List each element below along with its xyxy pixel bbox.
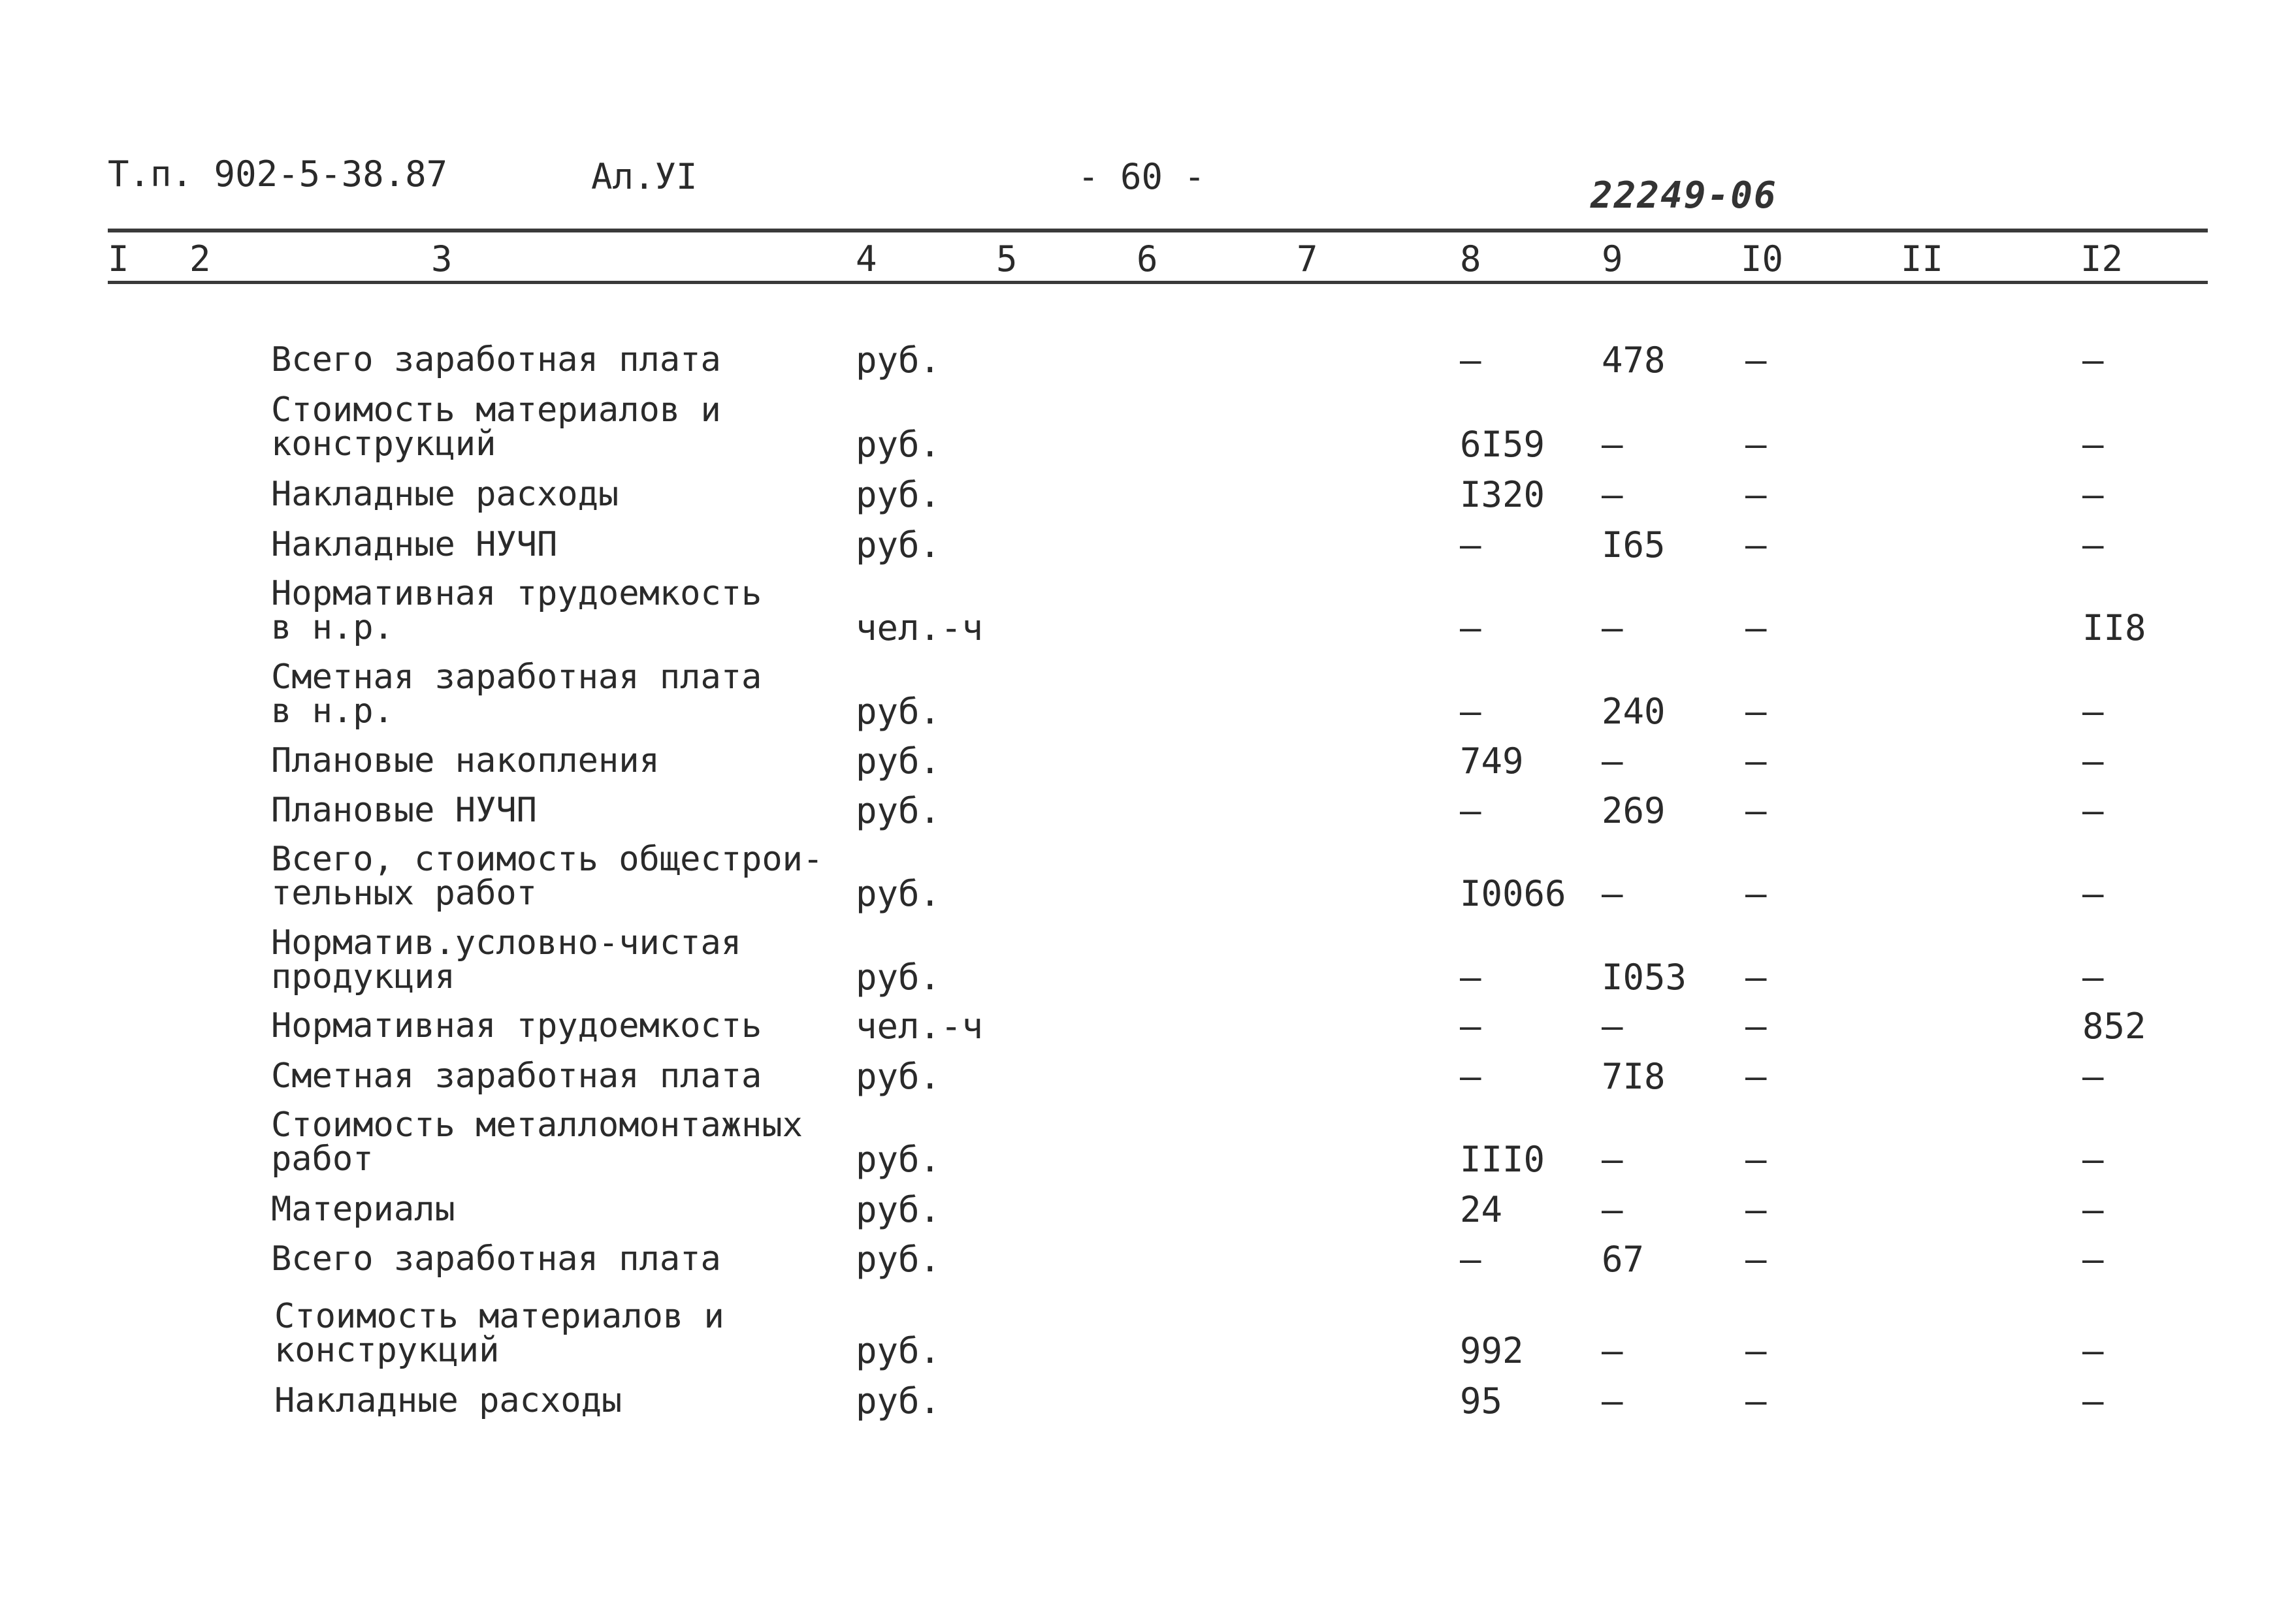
row-description: Сметная заработная плата <box>271 1057 762 1096</box>
row-unit: чел.-ч <box>856 1006 984 1047</box>
row-col-9: – <box>1602 1006 1623 1047</box>
row-col-8: – <box>1460 1056 1481 1097</box>
row-col-8: – <box>1460 607 1481 648</box>
inventory-stamp: 22249-06 <box>1591 174 1777 217</box>
column-number: 5 <box>996 238 1018 279</box>
row-col-9: – <box>1602 607 1623 648</box>
row-description: Материалы <box>271 1190 455 1229</box>
column-number: I <box>108 238 129 279</box>
row-col-12: – <box>2082 424 2104 465</box>
column-number: 4 <box>856 238 877 279</box>
row-description: Плановые НУЧП <box>271 791 537 830</box>
row-col-12: – <box>2082 474 2104 515</box>
row-col-8: – <box>1460 524 1481 565</box>
table-top-rule <box>108 229 2208 232</box>
column-number: 9 <box>1602 238 1623 279</box>
row-col-9: – <box>1602 1189 1623 1230</box>
row-col-10: – <box>1745 740 1767 782</box>
row-col-10: – <box>1745 691 1767 732</box>
row-description: Стоимость материалов и конструкций <box>274 1297 724 1370</box>
row-col-12: – <box>2082 740 2104 782</box>
row-unit: чел.-ч <box>856 607 984 648</box>
row-col-10: – <box>1745 873 1767 914</box>
row-description: Плановые накопления <box>271 741 660 780</box>
row-col-8: – <box>1460 1239 1481 1280</box>
row-description: Всего заработная плата <box>271 340 721 379</box>
row-unit: руб. <box>856 957 941 998</box>
row-col-10: – <box>1745 790 1767 831</box>
row-unit: руб. <box>856 740 941 782</box>
row-col-8: – <box>1460 957 1481 998</box>
row-col-10: – <box>1745 1380 1767 1422</box>
row-col-10: – <box>1745 1139 1767 1180</box>
row-col-12: – <box>2082 1239 2104 1280</box>
row-unit: руб. <box>856 524 941 565</box>
column-number: I0 <box>1741 238 1784 279</box>
row-col-8: – <box>1460 1006 1481 1047</box>
row-col-8: 95 <box>1460 1380 1503 1422</box>
row-col-10: – <box>1745 607 1767 648</box>
row-description: Всего, стоимость общестрои- тельных работ <box>271 840 824 913</box>
row-col-10: – <box>1745 1006 1767 1047</box>
row-col-10: – <box>1745 1189 1767 1230</box>
row-col-8: I320 <box>1460 474 1545 515</box>
row-unit: руб. <box>856 1330 941 1371</box>
column-number: 8 <box>1460 238 1481 279</box>
row-col-12: – <box>2082 691 2104 732</box>
row-unit: руб. <box>856 1189 941 1230</box>
row-unit: руб. <box>856 1056 941 1097</box>
row-unit: руб. <box>856 1239 941 1280</box>
row-description: Сметная заработная плата в н.р. <box>271 658 762 731</box>
row-col-9: I053 <box>1602 957 1687 998</box>
row-col-12: – <box>2082 1380 2104 1422</box>
row-col-12: – <box>2082 340 2104 381</box>
row-col-10: – <box>1745 957 1767 998</box>
row-unit: руб. <box>856 1380 941 1422</box>
row-col-8: 749 <box>1460 740 1524 782</box>
column-number: II <box>1901 238 1944 279</box>
document-code: Т.п. 902-5-38.87 <box>108 153 448 195</box>
row-description: Накладные расходы <box>274 1381 622 1420</box>
row-col-12: – <box>2082 790 2104 831</box>
row-col-8: – <box>1460 790 1481 831</box>
row-col-12: – <box>2082 1056 2104 1097</box>
row-unit: руб. <box>856 1139 941 1180</box>
row-col-9: – <box>1602 424 1623 465</box>
row-col-9: – <box>1602 1330 1623 1371</box>
row-unit: руб. <box>856 340 941 381</box>
row-description: Всего заработная плата <box>271 1239 721 1279</box>
row-col-9: – <box>1602 1380 1623 1422</box>
row-col-12: – <box>2082 957 2104 998</box>
row-description: Норматив.условно-чистая продукция <box>271 923 742 996</box>
row-col-9: 240 <box>1602 691 1666 732</box>
row-unit: руб. <box>856 691 941 732</box>
row-col-12: – <box>2082 524 2104 565</box>
row-description: Накладные НУЧП <box>271 525 558 564</box>
table-header-rule <box>108 281 2208 284</box>
row-col-8: – <box>1460 340 1481 381</box>
row-col-10: – <box>1745 1330 1767 1371</box>
row-col-9: – <box>1602 740 1623 782</box>
row-col-8: 992 <box>1460 1330 1524 1371</box>
row-col-8: I0066 <box>1460 873 1566 914</box>
column-number: 3 <box>431 238 453 279</box>
row-unit: руб. <box>856 424 941 465</box>
row-col-8: 6I59 <box>1460 424 1545 465</box>
row-col-12: – <box>2082 1330 2104 1371</box>
row-col-9: 7I8 <box>1602 1056 1666 1097</box>
row-unit: руб. <box>856 873 941 914</box>
row-col-10: – <box>1745 340 1767 381</box>
column-number: 2 <box>189 238 211 279</box>
row-col-9: 269 <box>1602 790 1666 831</box>
album-number: Ал.УI <box>591 156 698 197</box>
row-col-9: – <box>1602 1139 1623 1180</box>
row-col-12: – <box>2082 873 2104 914</box>
page-number: - 60 - <box>1078 156 1206 197</box>
row-col-9: – <box>1602 873 1623 914</box>
row-description: Стоимость материалов и конструкций <box>271 390 721 464</box>
row-col-12: II8 <box>2082 607 2146 648</box>
row-col-10: – <box>1745 524 1767 565</box>
row-unit: руб. <box>856 474 941 515</box>
column-number: 6 <box>1137 238 1158 279</box>
row-col-8: III0 <box>1460 1139 1545 1180</box>
column-number: 7 <box>1297 238 1318 279</box>
row-col-12: 852 <box>2082 1006 2146 1047</box>
row-col-8: 24 <box>1460 1189 1503 1230</box>
row-col-9: 478 <box>1602 340 1666 381</box>
row-col-10: – <box>1745 474 1767 515</box>
row-col-9: – <box>1602 474 1623 515</box>
column-number: I2 <box>2080 238 2124 279</box>
row-description: Накладные расходы <box>271 475 619 514</box>
row-description: Нормативная трудоемкость <box>271 1006 762 1045</box>
row-col-12: – <box>2082 1189 2104 1230</box>
row-col-10: – <box>1745 424 1767 465</box>
row-col-10: – <box>1745 1056 1767 1097</box>
row-description: Нормативная трудоемкость в н.р. <box>271 574 762 647</box>
row-description: Стоимость металломонтажных работ <box>271 1106 803 1179</box>
row-col-12: – <box>2082 1139 2104 1180</box>
row-col-9: I65 <box>1602 524 1666 565</box>
row-col-10: – <box>1745 1239 1767 1280</box>
row-unit: руб. <box>856 790 941 831</box>
row-col-8: – <box>1460 691 1481 732</box>
row-col-9: 67 <box>1602 1239 1645 1280</box>
